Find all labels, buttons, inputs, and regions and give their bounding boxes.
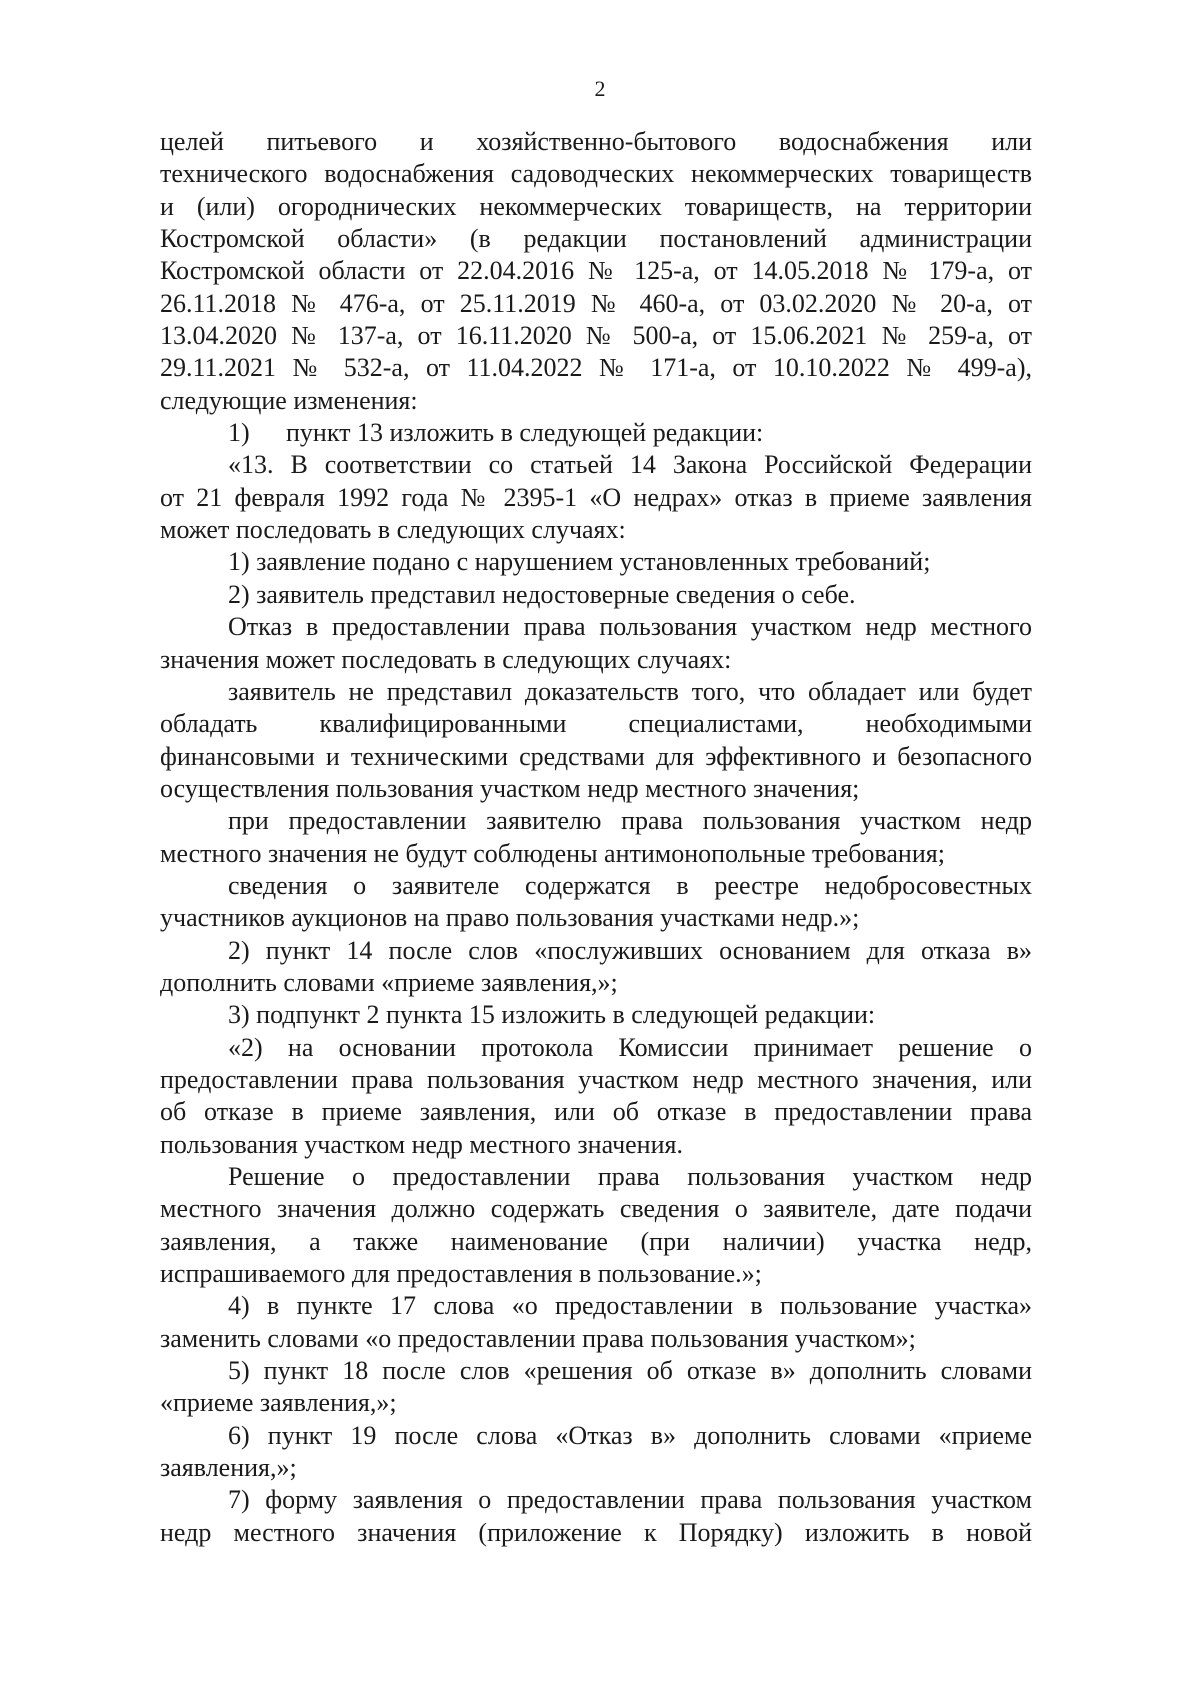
text-line: и (или) огороднических некоммерческих товариществ, на территории — [160, 191, 1032, 221]
text-line: участников аукционов на право пользования участками недр.»; — [160, 903, 860, 933]
text-line: Отказ в предоставлении права пользования участком недр местного — [228, 612, 1032, 642]
text-line: «приеме заявления,»; — [160, 1388, 397, 1418]
text-line: Костромской области» (в редакции постановлений администрации — [160, 224, 1032, 254]
text-line: 7) форму заявления о предоставлении права пользования участком — [228, 1485, 1032, 1515]
text-line: «13. В соответствии со статьей 14 Закона Российской Федерации — [228, 450, 1032, 480]
list-marker: 1) — [228, 418, 250, 448]
text-line: осуществления пользования участком недр местного значения; — [160, 773, 860, 803]
text-line: следующие изменения: — [160, 385, 418, 415]
text-line: технического водоснабжения садоводческих некоммерческих товариществ — [160, 159, 1032, 189]
text-line: местного значения должно содержать сведения о заявителе, дате подачи — [160, 1194, 1032, 1224]
text-line: целей питьевого и хозяйственно-бытового водоснабжения или — [160, 127, 1032, 156]
text-line: от 21 февраля 1992 года № 2395-1 «О недрах» отказ в приеме заявления — [160, 482, 1032, 512]
text-line: 29.11.2021 № 532-а, от 11.04.2022 № 171-а, от 10.10.2022 № 499-а), — [160, 353, 1032, 383]
text-line: 2) пункт 14 после слов «послуживших основанием для отказа в» — [228, 935, 1032, 965]
text-line: при предоставлении заявителю права пользования участком недр — [228, 806, 1032, 836]
text-line: заменить словами «о предоставлении права пользования участком»; — [160, 1323, 916, 1353]
text-line: недр местного значения (приложение к Порядку) изложить в новой — [160, 1517, 1032, 1547]
text-line: «2) на основании протокола Комиссии принимает решение о — [228, 1032, 1032, 1062]
text-line: 3) подпункт 2 пункта 15 изложить в следующей редакции: — [228, 1000, 876, 1030]
text-line: может последовать в следующих случаях: — [160, 515, 626, 545]
document-body — [160, 126, 1032, 1549]
text-line: 1) заявление подано с нарушением установленных требований; — [228, 547, 931, 577]
text-line: значения может последовать в следующих случаях: — [160, 644, 732, 674]
text-line: дополнить словами «приеме заявления,»; — [160, 967, 618, 997]
text-line: сведения о заявителе содержатся в реестре недобросовестных — [228, 870, 1032, 900]
text-line: заявления,»; — [160, 1453, 297, 1483]
page-number: 2 — [594, 76, 606, 101]
text-line: 6) пункт 19 после слова «Отказ в» дополнить словами «приеме — [228, 1420, 1032, 1450]
text-line: об отказе в приеме заявления, или об отказе в предоставлении права — [160, 1097, 1032, 1127]
text-line: Решение о предоставлении права пользования участком недр — [228, 1162, 1032, 1191]
text-line: 5) пункт 18 после слов «решения об отказе в» дополнить словами — [228, 1356, 1032, 1386]
text-line: заявления, а также наименование (при наличии) участка недр, — [160, 1226, 1032, 1256]
text-line: пользования участком недр местного значения. — [160, 1129, 683, 1159]
text-line: 13.04.2020 № 137-а, от 16.11.2020 № 500-а, от 15.06.2021 № 259-а, от — [160, 321, 1032, 351]
text-line: испрашиваемого для предоставления в пользование.»; — [160, 1259, 762, 1289]
text-line: финансовыми и техническими средствами для эффективного и безопасного — [160, 741, 1032, 771]
text-line: заявитель не представил доказательств того, что обладает или будет — [228, 676, 1032, 706]
text-line: местного значения не будут соблюдены антимонопольные требования; — [160, 838, 945, 868]
text-line: Костромской области от 22.04.2016 № 125-а, от 14.05.2018 № 179-а, от — [160, 256, 1032, 286]
text-line: 2) заявитель представил недостоверные сведения о себе. — [228, 579, 856, 609]
list-item — [160, 417, 1032, 449]
text-line: обладать квалифицированными специалистами, необходимыми — [160, 709, 1032, 739]
text-line: предоставлении права пользования участком недр местного значения, или — [160, 1064, 1032, 1094]
text-line: 4) в пункте 17 слова «о предоставлении в пользование участка» — [228, 1291, 1032, 1321]
list-item-text: пункт 13 изложить в следующей редакции: — [286, 418, 764, 448]
text-line: 26.11.2018 № 476-а, от 25.11.2019 № 460-а, от 03.02.2020 № 20-а, от — [160, 288, 1032, 318]
